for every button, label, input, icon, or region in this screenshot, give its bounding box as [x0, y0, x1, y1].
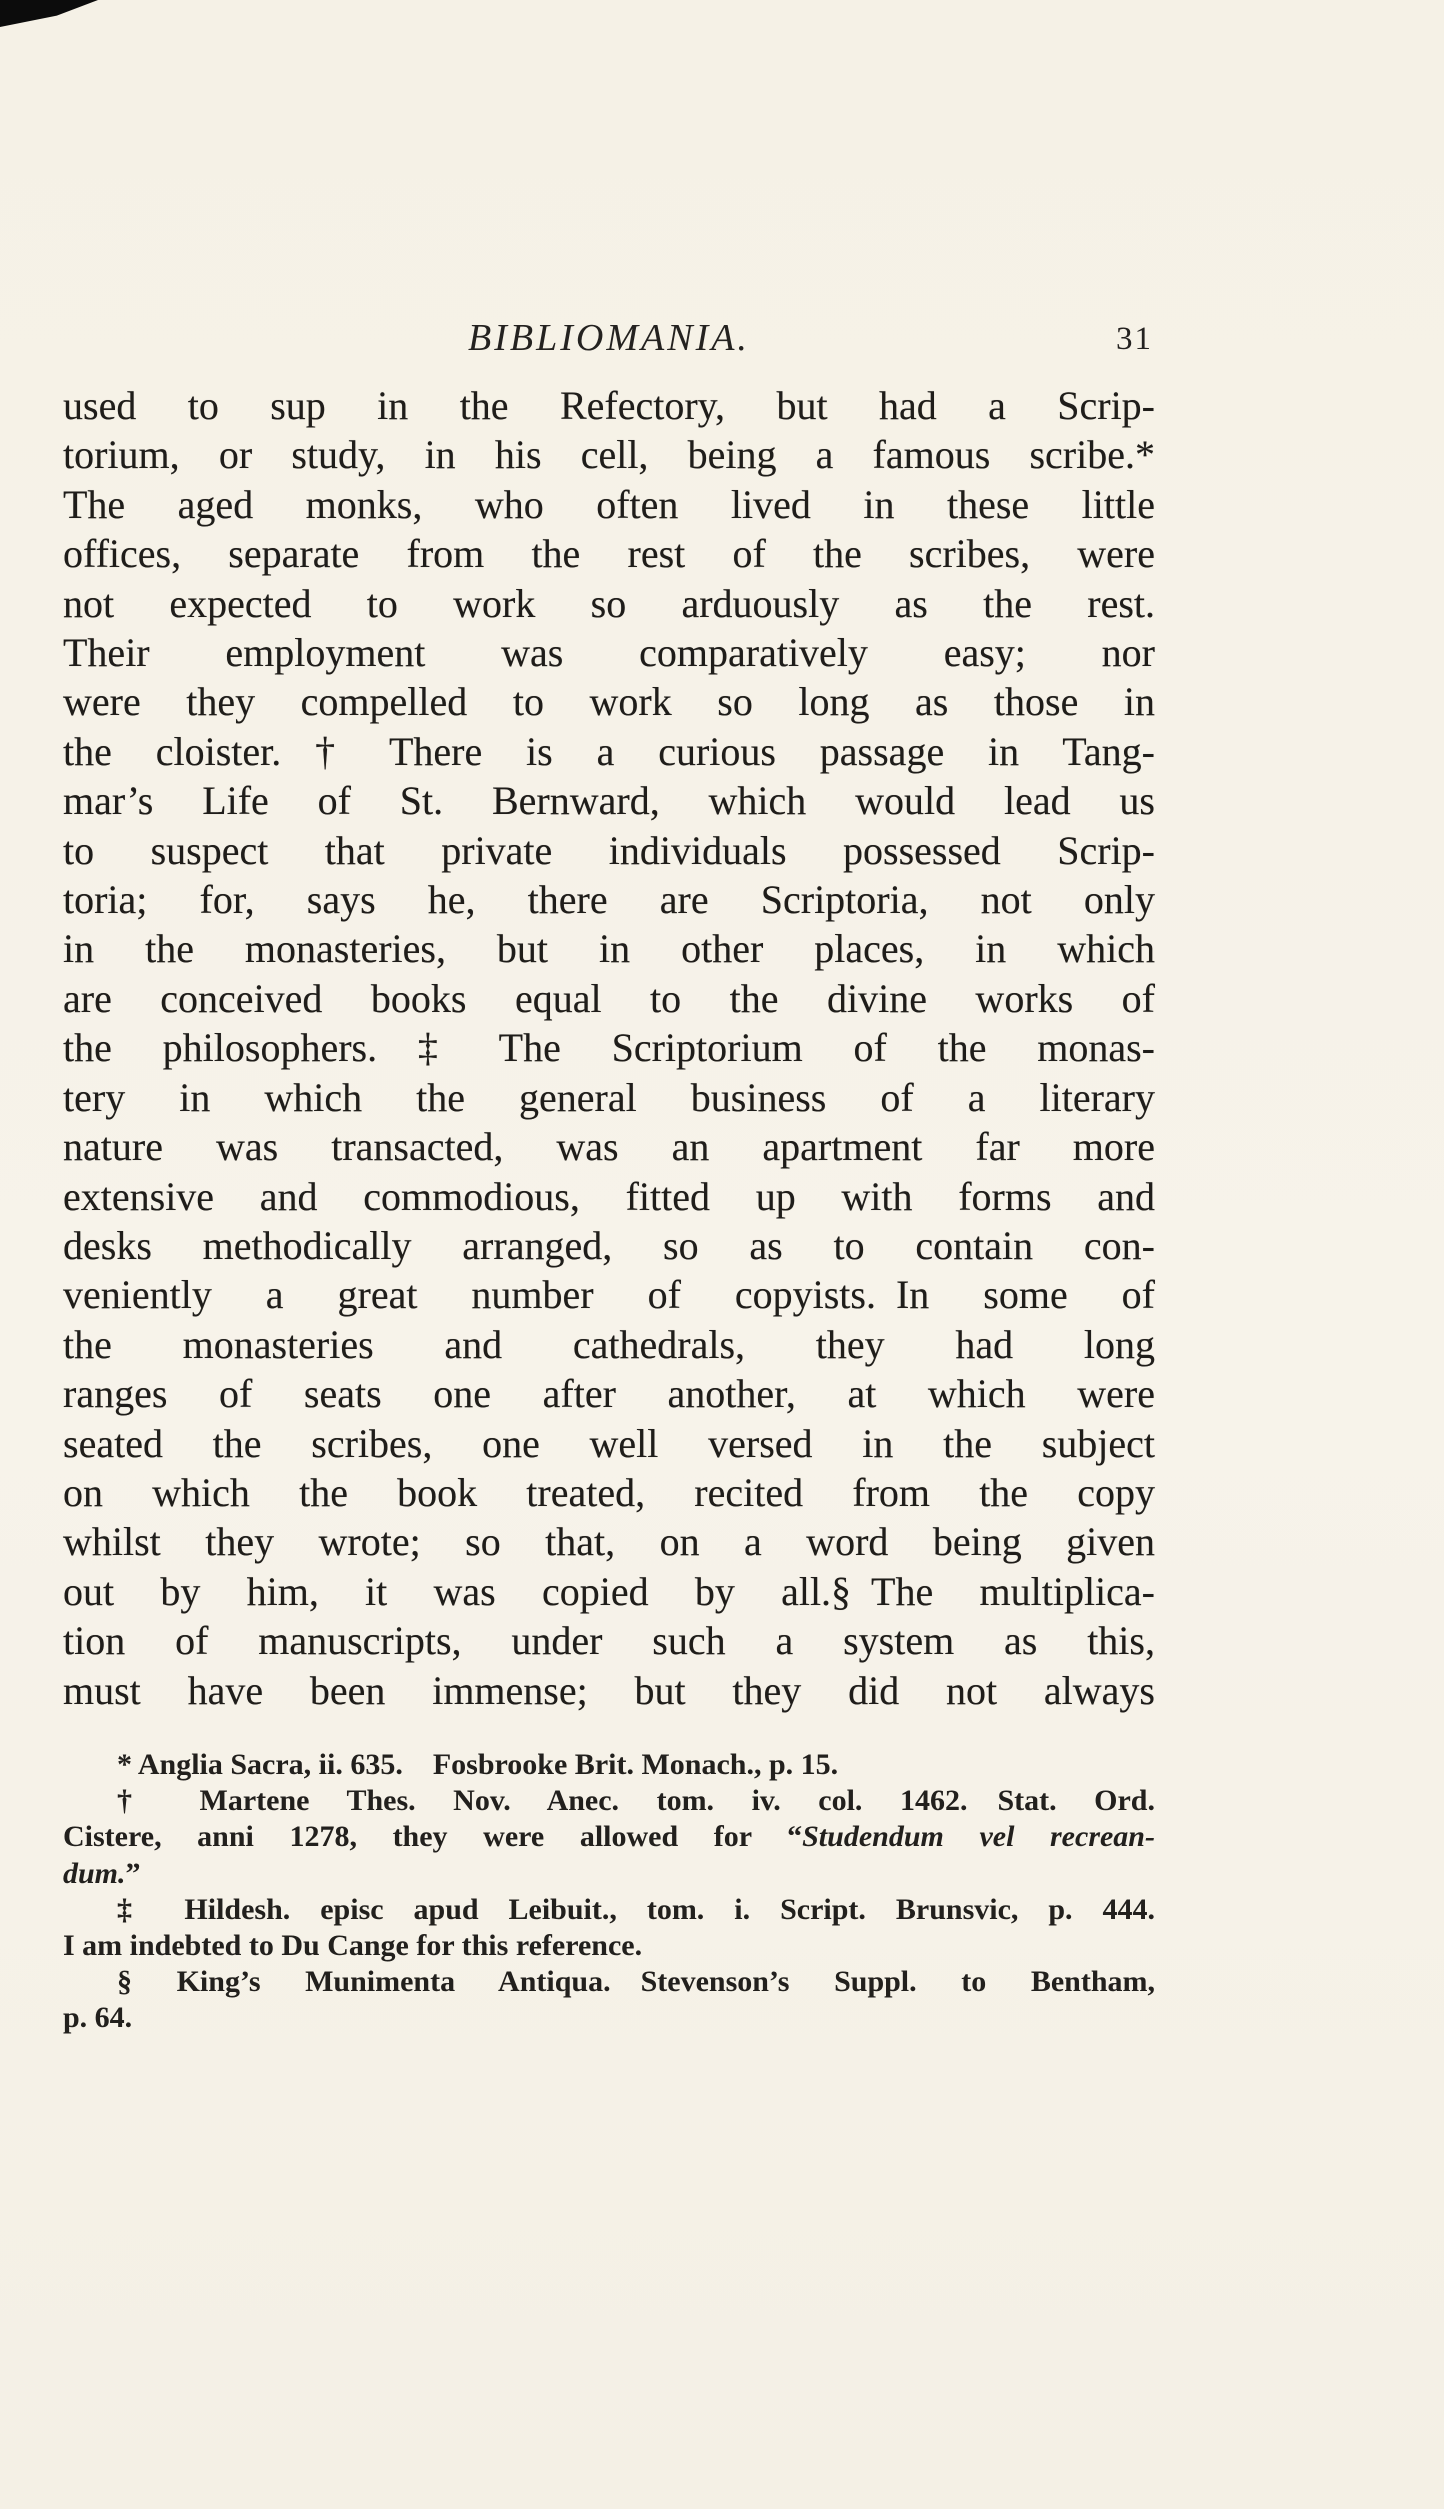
text-line: the cloister.† There is a curious passage in Tang- [63, 728, 1155, 774]
text-line: on which the book treated, recited from the copy [63, 1469, 1155, 1515]
text-line: extensive and commodious, fitted up with forms and [63, 1173, 1155, 1219]
text-line: Their employment was comparatively easy; nor [63, 630, 1155, 676]
text-line: whilst they wrote; so that, on a word being given [63, 1519, 1155, 1565]
text-line: used to sup in the Refectory, but had a Scrip- [63, 383, 1155, 428]
footnote-2-line-3 [63, 1856, 1155, 1892]
footnote-2-line-2 [63, 1819, 1155, 1855]
footnote-3-line-1: ‡ Hildesh. episc apud Leibuit., tom. i. Script. Brunsvic, p. 444. [117, 1892, 1155, 1926]
text-line: not expected to work so arduously as the rest. [63, 580, 1155, 626]
footnote-4-line-1: § King’s Munimenta Antiqua. Stevenson’s Suppl. to Bentham, [117, 1965, 1155, 1999]
text-line: offices, separate from the rest of the scribes, were [63, 531, 1155, 577]
text-line: tion of manuscripts, under such a system as this, [63, 1618, 1155, 1664]
footnote-latin-phrase: dum. [63, 1856, 126, 1890]
text-line: were they compelled to work so long as those in [63, 679, 1155, 725]
footnote-3-line-2: I am indebted to Du Cange for this reference. [63, 1929, 643, 1963]
text-line: torium, or study, in his cell, being a famous scribe.* [63, 432, 1155, 478]
scan-artifact-mark [0, 0, 98, 27]
footnote-2-line-1: † Martene Thes. Nov. Anec. tom. iv. col. 1462. Stat. Ord. [117, 1784, 1155, 1818]
text-line: to suspect that private individuals possessed Scrip- [63, 827, 1155, 873]
text-line: are conceived books equal to the divine works of [63, 975, 1155, 1021]
page-number: 31 [1116, 321, 1153, 357]
text-line: in the monasteries, but in other places, in which [63, 926, 1155, 972]
text-line: The aged monks, who often lived in these little [63, 481, 1155, 527]
footnote-text: ” [125, 1856, 141, 1890]
text-line: desks methodically arranged, so as to contain con- [63, 1222, 1155, 1268]
text-line: toria; for, says he, there are Scriptoria, not only [63, 877, 1155, 923]
text-line: nature was transacted, was an apartment far more [63, 1124, 1155, 1170]
text-line: mar’s Life of St. Bernward, which would lead us [63, 778, 1155, 824]
text-line: veniently a great number of copyists. In some of [63, 1272, 1155, 1318]
text-line: the philosophers.‡ The Scriptorium of the monas- [63, 1025, 1155, 1071]
footnote-text: Cistere, anni 1278, they were allowed for “ [63, 1820, 803, 1854]
text-line: out by him, it was copied by all.§ The multiplica- [63, 1568, 1155, 1614]
footnote-latin-phrase: Studendum vel recrean- [802, 1820, 1155, 1854]
page-title: BIBLIOMANIA. [468, 317, 750, 359]
footnote-4-line-2: p. 64. [63, 2001, 133, 2035]
text-line: ranges of seats one after another, at which were [63, 1371, 1155, 1417]
text-line: must have been immense; but they did not always [63, 1667, 1155, 1713]
footnote-1: * Anglia Sacra, ii. 635. Fosbrooke Brit. Monach., p. 15. [117, 1748, 839, 1781]
text-line: the monasteries and cathedrals, they had long [63, 1321, 1155, 1367]
text-line: tery in which the general business of a literary [63, 1074, 1155, 1120]
body-text [63, 381, 1155, 1715]
running-head [63, 316, 1155, 360]
footnotes [63, 1747, 1155, 2037]
text-line: seated the scribes, one well versed in the subject [63, 1420, 1155, 1466]
